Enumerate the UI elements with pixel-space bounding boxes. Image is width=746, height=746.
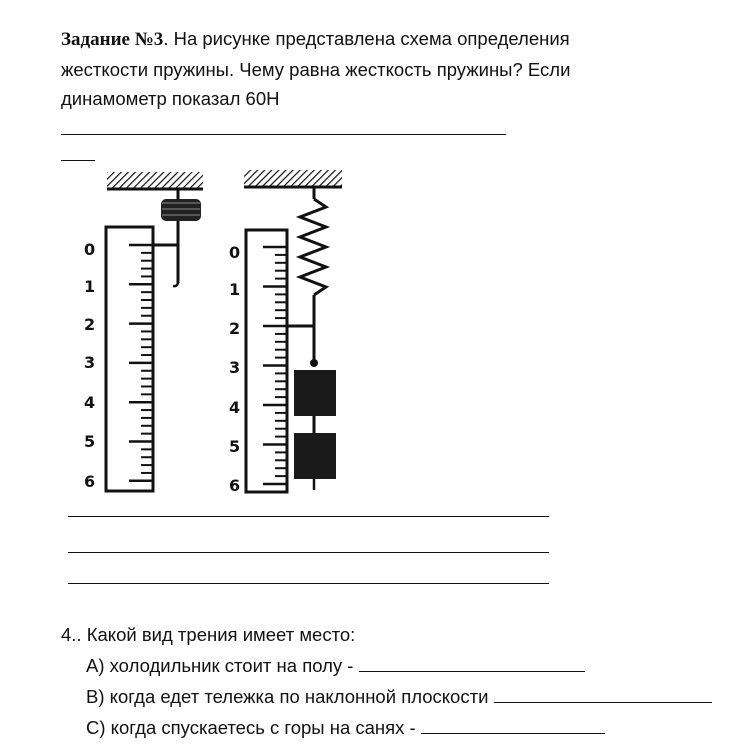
answer-blank-b <box>494 686 712 703</box>
ceiling-hatch-left <box>107 172 203 189</box>
answer-blank-c <box>421 717 605 734</box>
scale-left-label: 0 <box>84 240 96 259</box>
answer-line-2 <box>68 552 549 553</box>
scale-right-label: 4 <box>229 398 241 417</box>
task-4-block <box>61 619 741 743</box>
weight-top-icon <box>294 370 336 416</box>
answer-line-1 <box>68 516 549 517</box>
hook-icon <box>173 265 178 286</box>
scale-left-label: 5 <box>84 432 96 451</box>
scale-right-label: 0 <box>229 243 241 262</box>
scale-right-label: 3 <box>229 358 241 377</box>
task-3-block <box>61 24 581 143</box>
task-4-item-c: С) когда спускаетесь с горы на санях - <box>61 712 741 743</box>
scale-right-label: 2 <box>229 319 241 338</box>
scale-right-label: 6 <box>229 476 241 495</box>
weight-bottom-icon <box>294 433 336 479</box>
right-apparatus <box>229 170 342 495</box>
answer-blank-short <box>61 160 95 161</box>
answer-blank-inline <box>61 116 506 135</box>
answer-line-3 <box>68 583 549 584</box>
scale-right-label: 1 <box>229 280 241 299</box>
scale-left-label: 3 <box>84 353 96 372</box>
task-4-item-a: А) холодильник стоит на полу - <box>61 650 741 681</box>
task-4-question: 4.. Какой вид трения имеет место: <box>61 624 356 645</box>
scale-left-label: 1 <box>84 277 96 296</box>
spring-dynamometer-figure <box>78 165 368 495</box>
scale-left-label: 6 <box>84 472 96 491</box>
scale-left-label: 4 <box>84 393 96 412</box>
task-4-item-b: В) когда едет тележка по наклонной плоскости <box>61 681 741 712</box>
answer-blank-a <box>359 655 585 672</box>
scale-left <box>106 227 153 491</box>
ceiling-hatch-right <box>244 170 342 187</box>
left-apparatus <box>84 172 203 491</box>
task-3-text: . На рисунке представлена схема определения жесткости пружины. Чему равна жесткость пружины? Если динамометр показал 60Н <box>61 28 571 109</box>
scale-left-label: 2 <box>84 315 96 334</box>
compressed-spring-icon <box>161 199 201 221</box>
stretched-spring-icon <box>300 199 326 295</box>
scale-right-label: 5 <box>229 437 241 456</box>
task-3-label: Задание №3 <box>61 29 164 50</box>
